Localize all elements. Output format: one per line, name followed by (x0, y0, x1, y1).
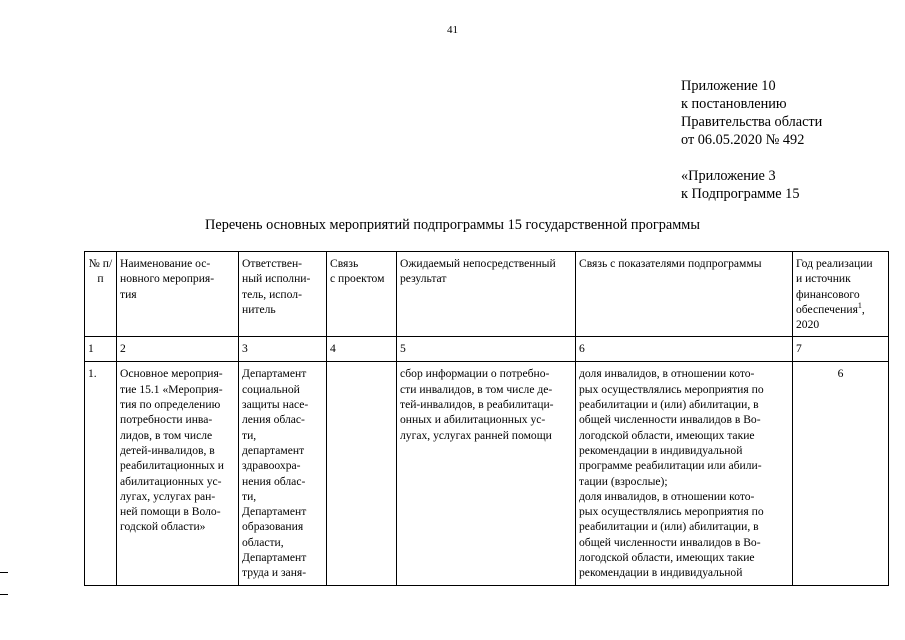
column-number: 7 (793, 337, 889, 362)
document-title: Перечень основных мероприятий подпрограммы 15 государственной программы (205, 217, 700, 233)
column-number: 1 (85, 337, 117, 362)
column-number: 3 (239, 337, 327, 362)
header-cell-expected-result: Ожидаемый непосредственный результат (397, 252, 576, 337)
column-number: 2 (117, 337, 239, 362)
margin-mark (0, 594, 8, 595)
appendix-line: к Подпрограмме 15 (681, 186, 800, 202)
appendix-line: Правительства области (681, 114, 823, 130)
cell-measure-name: Основное мероприя- тие 15.1 «Мероприя- тия по определению потребности инва- лидов, в том числе детей-инвалидов, в реабилитационных и абилитационных ус- лугах, услугах ран- ней помощи в Воло- годской области» (117, 362, 239, 585)
table-row (85, 362, 889, 585)
cell-year-funding: 6 (793, 362, 889, 585)
cell-project-link (327, 362, 397, 585)
column-number: 6 (576, 337, 793, 362)
appendix-block (681, 77, 822, 203)
appendix-line: Приложение 10 (681, 78, 776, 94)
column-number: 4 (327, 337, 397, 362)
header-cell-number: № п/п (85, 252, 117, 337)
cell-number: 1. (85, 362, 117, 585)
cell-responsible: Департамент социальной защиты насе- ления облас- ти, департамент здравоохра- нения облас- ти, Департамент образования области, Департамент труда и заня- (239, 362, 327, 585)
header-cell-measure-name: Наименование ос- новного мероприя- тия (117, 252, 239, 337)
cell-expected-result: сбор информации о потребно- сти инвалидов, в том числе де- тей-инвалидов, в реабилитаци- онных и абилитационных ус- лугах, услугах ранней помощи (397, 362, 576, 585)
column-number-row (85, 337, 889, 362)
appendix-line: к постановлению (681, 96, 787, 112)
header-cell-year-funding-text: Год реализации и источник финансового обеспечения (796, 257, 873, 316)
appendix-line: от 06.05.2020 № 492 (681, 132, 805, 148)
measures-table (84, 251, 889, 586)
header-row (85, 252, 889, 337)
header-cell-year-funding-tail: , 2020 (796, 302, 865, 332)
page-number: 41 (447, 24, 458, 36)
cell-indicators: доля инвалидов, в отношении кото- рых осуществлялись мероприятия по реабилитации и (или) абилитации, в общей численности инвалидов в Во- логодской области, имеющих такие рекомендации в индивидуальной программе реабилитации или абили- тации (взрослые); доля инвалидов, в отношении кото- рых осуществлялись мероприятия по реабилитации и (или) абилитации, в общей численности инвалидов в Во- логодской области, имеющих такие рекомендации в индивидуальной (576, 362, 793, 585)
column-number: 5 (397, 337, 576, 362)
appendix-line: «Приложение 3 (681, 168, 776, 184)
margin-mark (0, 572, 8, 573)
footnote-marker: 1 (857, 301, 862, 311)
header-cell-responsible: Ответствен- ный исполни- тель, испол- нитель (239, 252, 327, 337)
header-cell-indicators: Связь с показателями подпрограммы (576, 252, 793, 337)
header-cell-year-funding (793, 252, 889, 337)
header-cell-project-link: Связь с проектом (327, 252, 397, 337)
